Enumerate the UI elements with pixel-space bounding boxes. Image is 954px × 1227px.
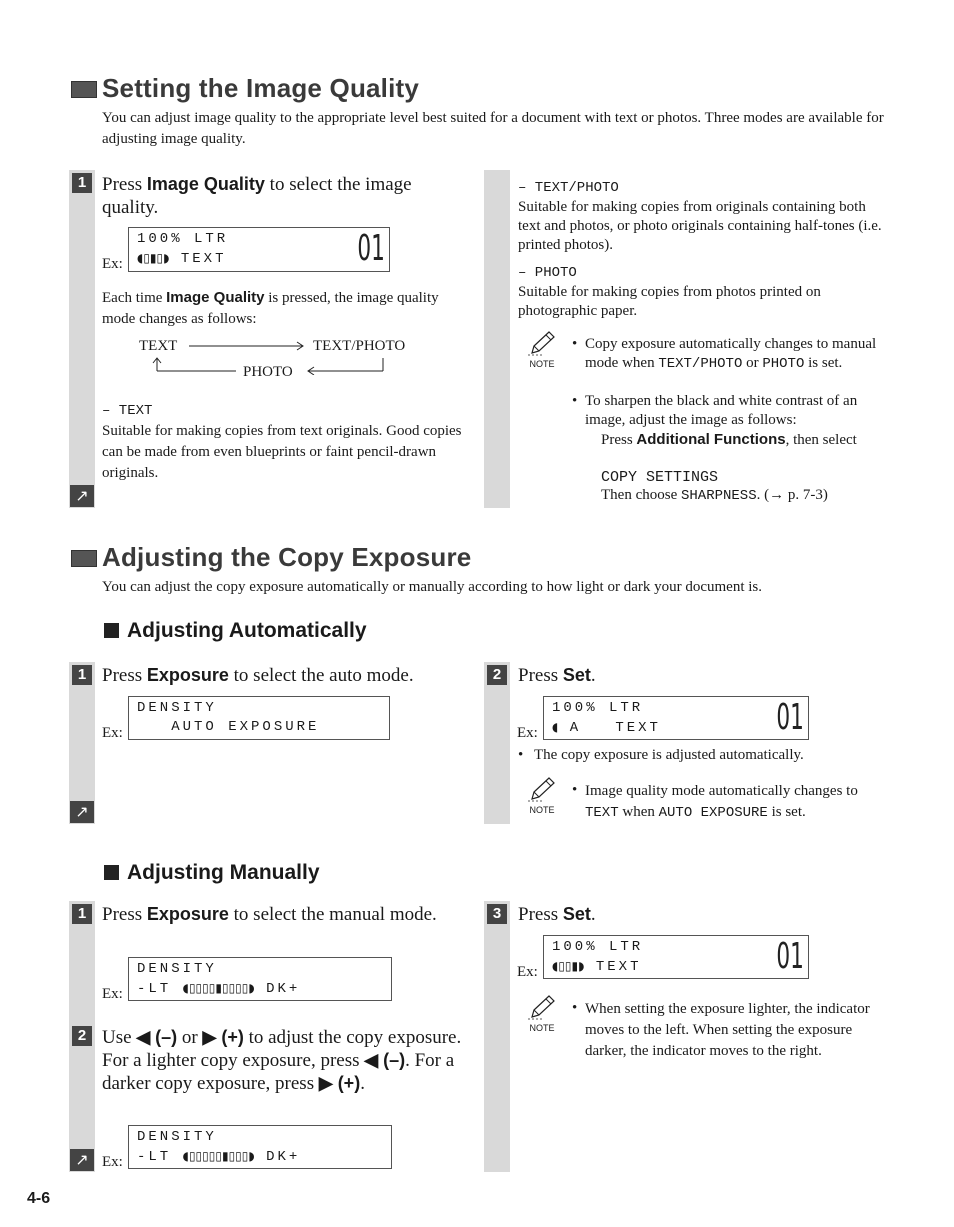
lcd-display xyxy=(543,696,809,740)
lcd-display xyxy=(543,935,809,979)
step-number: 2 xyxy=(72,1026,92,1046)
lcd-line-1: DENSITY xyxy=(137,961,217,977)
lcd-line-1: DENSITY xyxy=(137,700,217,716)
lcd-line-2: -LT ◖▯▯▯▯▮▯▯▯▯◗ DK+ xyxy=(137,981,301,997)
step-sidebar xyxy=(69,662,95,824)
mode-text-description: Suitable for making copies from text originals. Good copies can be made from even blueprints or faint pencil-drawn originals. xyxy=(102,423,462,481)
lcd-line-1: 100% LTR xyxy=(137,231,229,247)
lcd-line-2: ◖▯▮▯◗ TEXT xyxy=(137,251,227,267)
step-instruction: Press Set. xyxy=(518,904,596,925)
next-page-arrow-icon: ↗ xyxy=(70,801,94,823)
result-text: The copy exposure is adjusted automatically. xyxy=(534,747,804,763)
example-label: Ex: xyxy=(517,725,538,741)
lcd-copy-count: 01 xyxy=(357,228,385,269)
mode-cycle-text: Each time Image Quality is pressed, the image quality mode changes as follows: xyxy=(102,289,439,327)
note-item: To sharpen the black and white contrast of an image, adjust the image as follows: xyxy=(585,393,858,428)
lcd-display xyxy=(128,957,392,1001)
lcd-display xyxy=(128,1125,392,1169)
example-label: Ex: xyxy=(102,1154,123,1170)
cycle-text-photo: TEXT/PHOTO xyxy=(313,338,406,354)
lcd-copy-count: 01 xyxy=(776,697,804,738)
step-instruction: Use ◀ (–) or ▶ (+) to adjust the copy exposure. For a lighter copy exposure, press ◀ (–). For a darker copy exposure, press ▶ (+). xyxy=(102,1027,462,1094)
section-title-image-quality: Setting the Image Quality xyxy=(102,73,420,103)
mode-text-photo-description: Suitable for making copies from originals containing both text and photos, or photo originals containing half-tones (i.e. printed photos). xyxy=(518,199,882,253)
note-instructions: Press Additional Functions, then select xyxy=(601,431,857,448)
step-instruction: Press Exposure to select the manual mode. xyxy=(102,904,437,925)
step-number: 2 xyxy=(487,665,507,685)
step-number: 1 xyxy=(72,904,92,924)
note-item: Copy exposure automatically changes to manual mode when TEXT/PHOTO or PHOTO is set. xyxy=(585,336,877,372)
note-label: NOTE xyxy=(529,1023,555,1033)
example-label: Ex: xyxy=(102,725,123,741)
subheading-auto: Adjusting Automatically xyxy=(104,619,367,643)
note-label: NOTE xyxy=(529,805,555,815)
lcd-line-2: ◖ A TEXT xyxy=(552,720,661,736)
note-pencil-icon xyxy=(524,775,560,815)
cycle-photo: PHOTO xyxy=(243,364,293,380)
page-number: 4-6 xyxy=(27,1190,51,1207)
note-item: When setting the exposure lighter, the indicator moves to the left. When setting the exposure darker, the indicator moves to the right. xyxy=(585,1001,870,1059)
mode-photo-heading: – PHOTO xyxy=(518,265,577,281)
lcd-display xyxy=(128,227,390,272)
lcd-line-2: ◖▯▯▮◗ TEXT xyxy=(552,959,642,975)
lcd-line-1: 100% LTR xyxy=(552,700,644,716)
lcd-line-2: AUTO EXPOSURE xyxy=(137,719,320,735)
note-pencil-icon xyxy=(524,993,560,1033)
step-number: 1 xyxy=(72,665,92,685)
choose-sharpness: Then choose SHARPNESS. (→ p. 7-3) xyxy=(601,487,828,504)
side-column-bar xyxy=(484,170,510,508)
section-marker-icon xyxy=(71,81,97,98)
lcd-line-2: -LT ◖▯▯▯▯▯▮▯▯▯◗ DK+ xyxy=(137,1149,301,1165)
step-instruction: Press Exposure to select the auto mode. xyxy=(102,665,414,686)
cycle-text: TEXT xyxy=(139,338,178,354)
step-instruction: Press Image Quality to select the image quality. xyxy=(102,174,412,218)
note-pencil-icon xyxy=(524,329,560,369)
step-sidebar xyxy=(69,170,95,508)
note-item: Image quality mode automatically changes to TEXT when AUTO EXPOSURE is set. xyxy=(585,783,858,821)
lcd-copy-count: 01 xyxy=(776,936,804,977)
example-label: Ex: xyxy=(102,256,123,272)
mode-text-heading: – TEXT xyxy=(102,403,153,419)
lcd-line-1: DENSITY xyxy=(137,1129,217,1145)
subheading-manual: Adjusting Manually xyxy=(104,861,320,885)
example-label: Ex: xyxy=(517,964,538,980)
section-marker-icon xyxy=(71,550,97,567)
step-number: 1 xyxy=(72,173,92,193)
section-title-copy-exposure: Adjusting the Copy Exposure xyxy=(102,542,472,572)
example-label: Ex: xyxy=(102,986,123,1002)
section-intro: You can adjust the copy exposure automatically or manually according to how light or dark your document is. xyxy=(102,579,762,595)
mode-text-photo-heading: – TEXT/PHOTO xyxy=(518,180,619,196)
next-page-arrow-icon: ↗ xyxy=(70,485,94,507)
step-number: 3 xyxy=(487,904,507,924)
lcd-line-1: 100% LTR xyxy=(552,939,644,955)
section-intro: You can adjust image quality to the appropriate level best suited for a document with text or photos. Three modes are available for adjusting image quality. xyxy=(102,110,884,147)
step-sidebar xyxy=(484,901,510,1172)
step-sidebar xyxy=(484,662,510,824)
copy-settings-text: COPY SETTINGS xyxy=(601,469,719,486)
note-label: NOTE xyxy=(529,359,555,369)
step-instruction: Press Set. xyxy=(518,665,596,686)
next-page-arrow-icon: ↗ xyxy=(70,1149,94,1171)
lcd-display xyxy=(128,696,390,740)
mode-photo-description: Suitable for making copies from photos printed on photographic paper. xyxy=(518,284,821,319)
